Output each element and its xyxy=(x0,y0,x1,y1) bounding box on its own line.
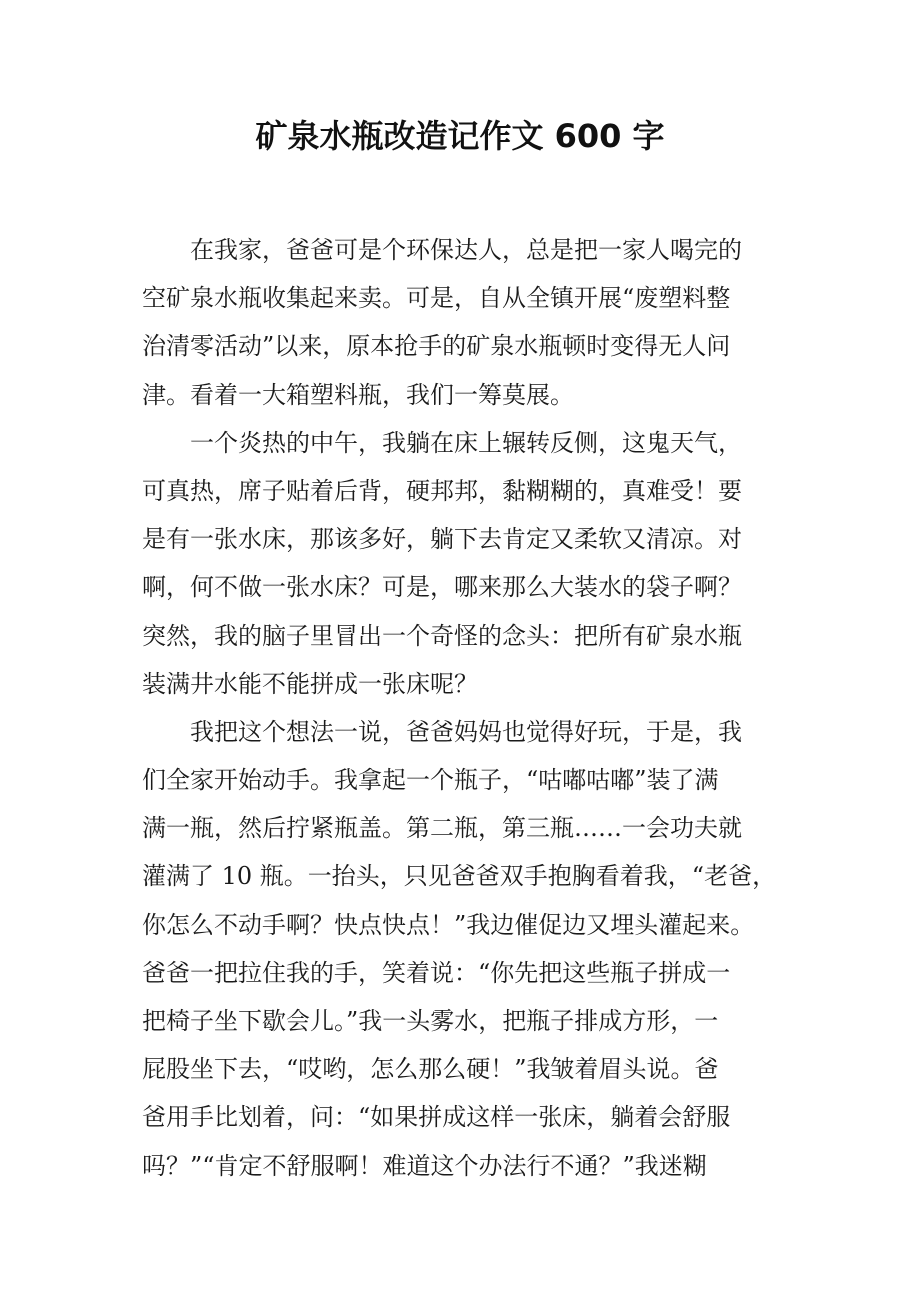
paragraph-line: 津。看着一大箱塑料瓶，我们一筹莫展。 xyxy=(142,380,574,409)
paragraph-line: 你怎么不动手啊？快点快点！”我边催促边又埋头灌起来。 xyxy=(142,910,755,939)
paragraph-line: 治清零活动”以来，原本抢手的矿泉水瓶顿时变得无人问 xyxy=(142,332,731,361)
paragraph-line: 啊，何不做一张水床？可是，哪来那么大装水的袋子啊？ xyxy=(142,573,742,602)
paragraph-line: 可真热，席子贴着后背，硬邦邦，黏糊糊的，真难受！要 xyxy=(142,476,742,505)
document-body xyxy=(142,226,782,1190)
paragraph-line: 突然，我的脑子里冒出一个奇怪的念头：把所有矿泉水瓶 xyxy=(142,621,742,650)
paragraph-line: 满一瓶，然后拧紧瓶盖。第二瓶，第三瓶……一会功夫就 xyxy=(142,814,742,843)
paragraph-line: 爸爸一把拉住我的手，笑着说：“你先把这些瓶子拼成一 xyxy=(142,958,731,987)
paragraph-line: 爸用手比划着，问：“如果拼成这样一张床，躺着会舒服 xyxy=(142,1103,731,1132)
paragraph-line: 吗？”“肯定不舒服啊！难道这个办法行不通？”我迷糊 xyxy=(142,1151,707,1180)
paragraph-line: 们全家开始动手。我拿起一个瓶子，“咕嘟咕嘟”装了满 xyxy=(142,766,719,795)
paragraph-line: 装满井水能不能拼成一张床呢？ xyxy=(142,669,478,698)
paragraph-line: 把椅子坐下歇会儿。”我一头雾水，把瓶子排成方形，一 xyxy=(142,1007,719,1035)
paragraph-line: 是有一张水床，那该多好，躺下去肯定又柔软又清凉。对 xyxy=(142,525,742,554)
document-title: 矿泉水瓶改造记作文 600 字 xyxy=(255,117,665,155)
paragraph-line: 在我家，爸爸可是个环保达人，总是把一家人喝完的 xyxy=(190,236,742,264)
paragraph-line: 灌满了 10 瓶。一抬头，只见爸爸双手抱胸看着我，“老爸， xyxy=(142,862,777,891)
paragraph-line: 屁股坐下去，“哎哟，怎么那么硬！”我皱着眉头说。爸 xyxy=(142,1055,719,1084)
paragraph-line: 空矿泉水瓶收集起来卖。可是，自从全镇开展“废塑料整 xyxy=(142,284,731,313)
paragraph-line: 我把这个想法一说，爸爸妈妈也觉得好玩，于是，我 xyxy=(190,717,742,746)
paragraph-line: 一个炎热的中午，我躺在床上辗转反侧，这鬼天气， xyxy=(190,428,742,457)
